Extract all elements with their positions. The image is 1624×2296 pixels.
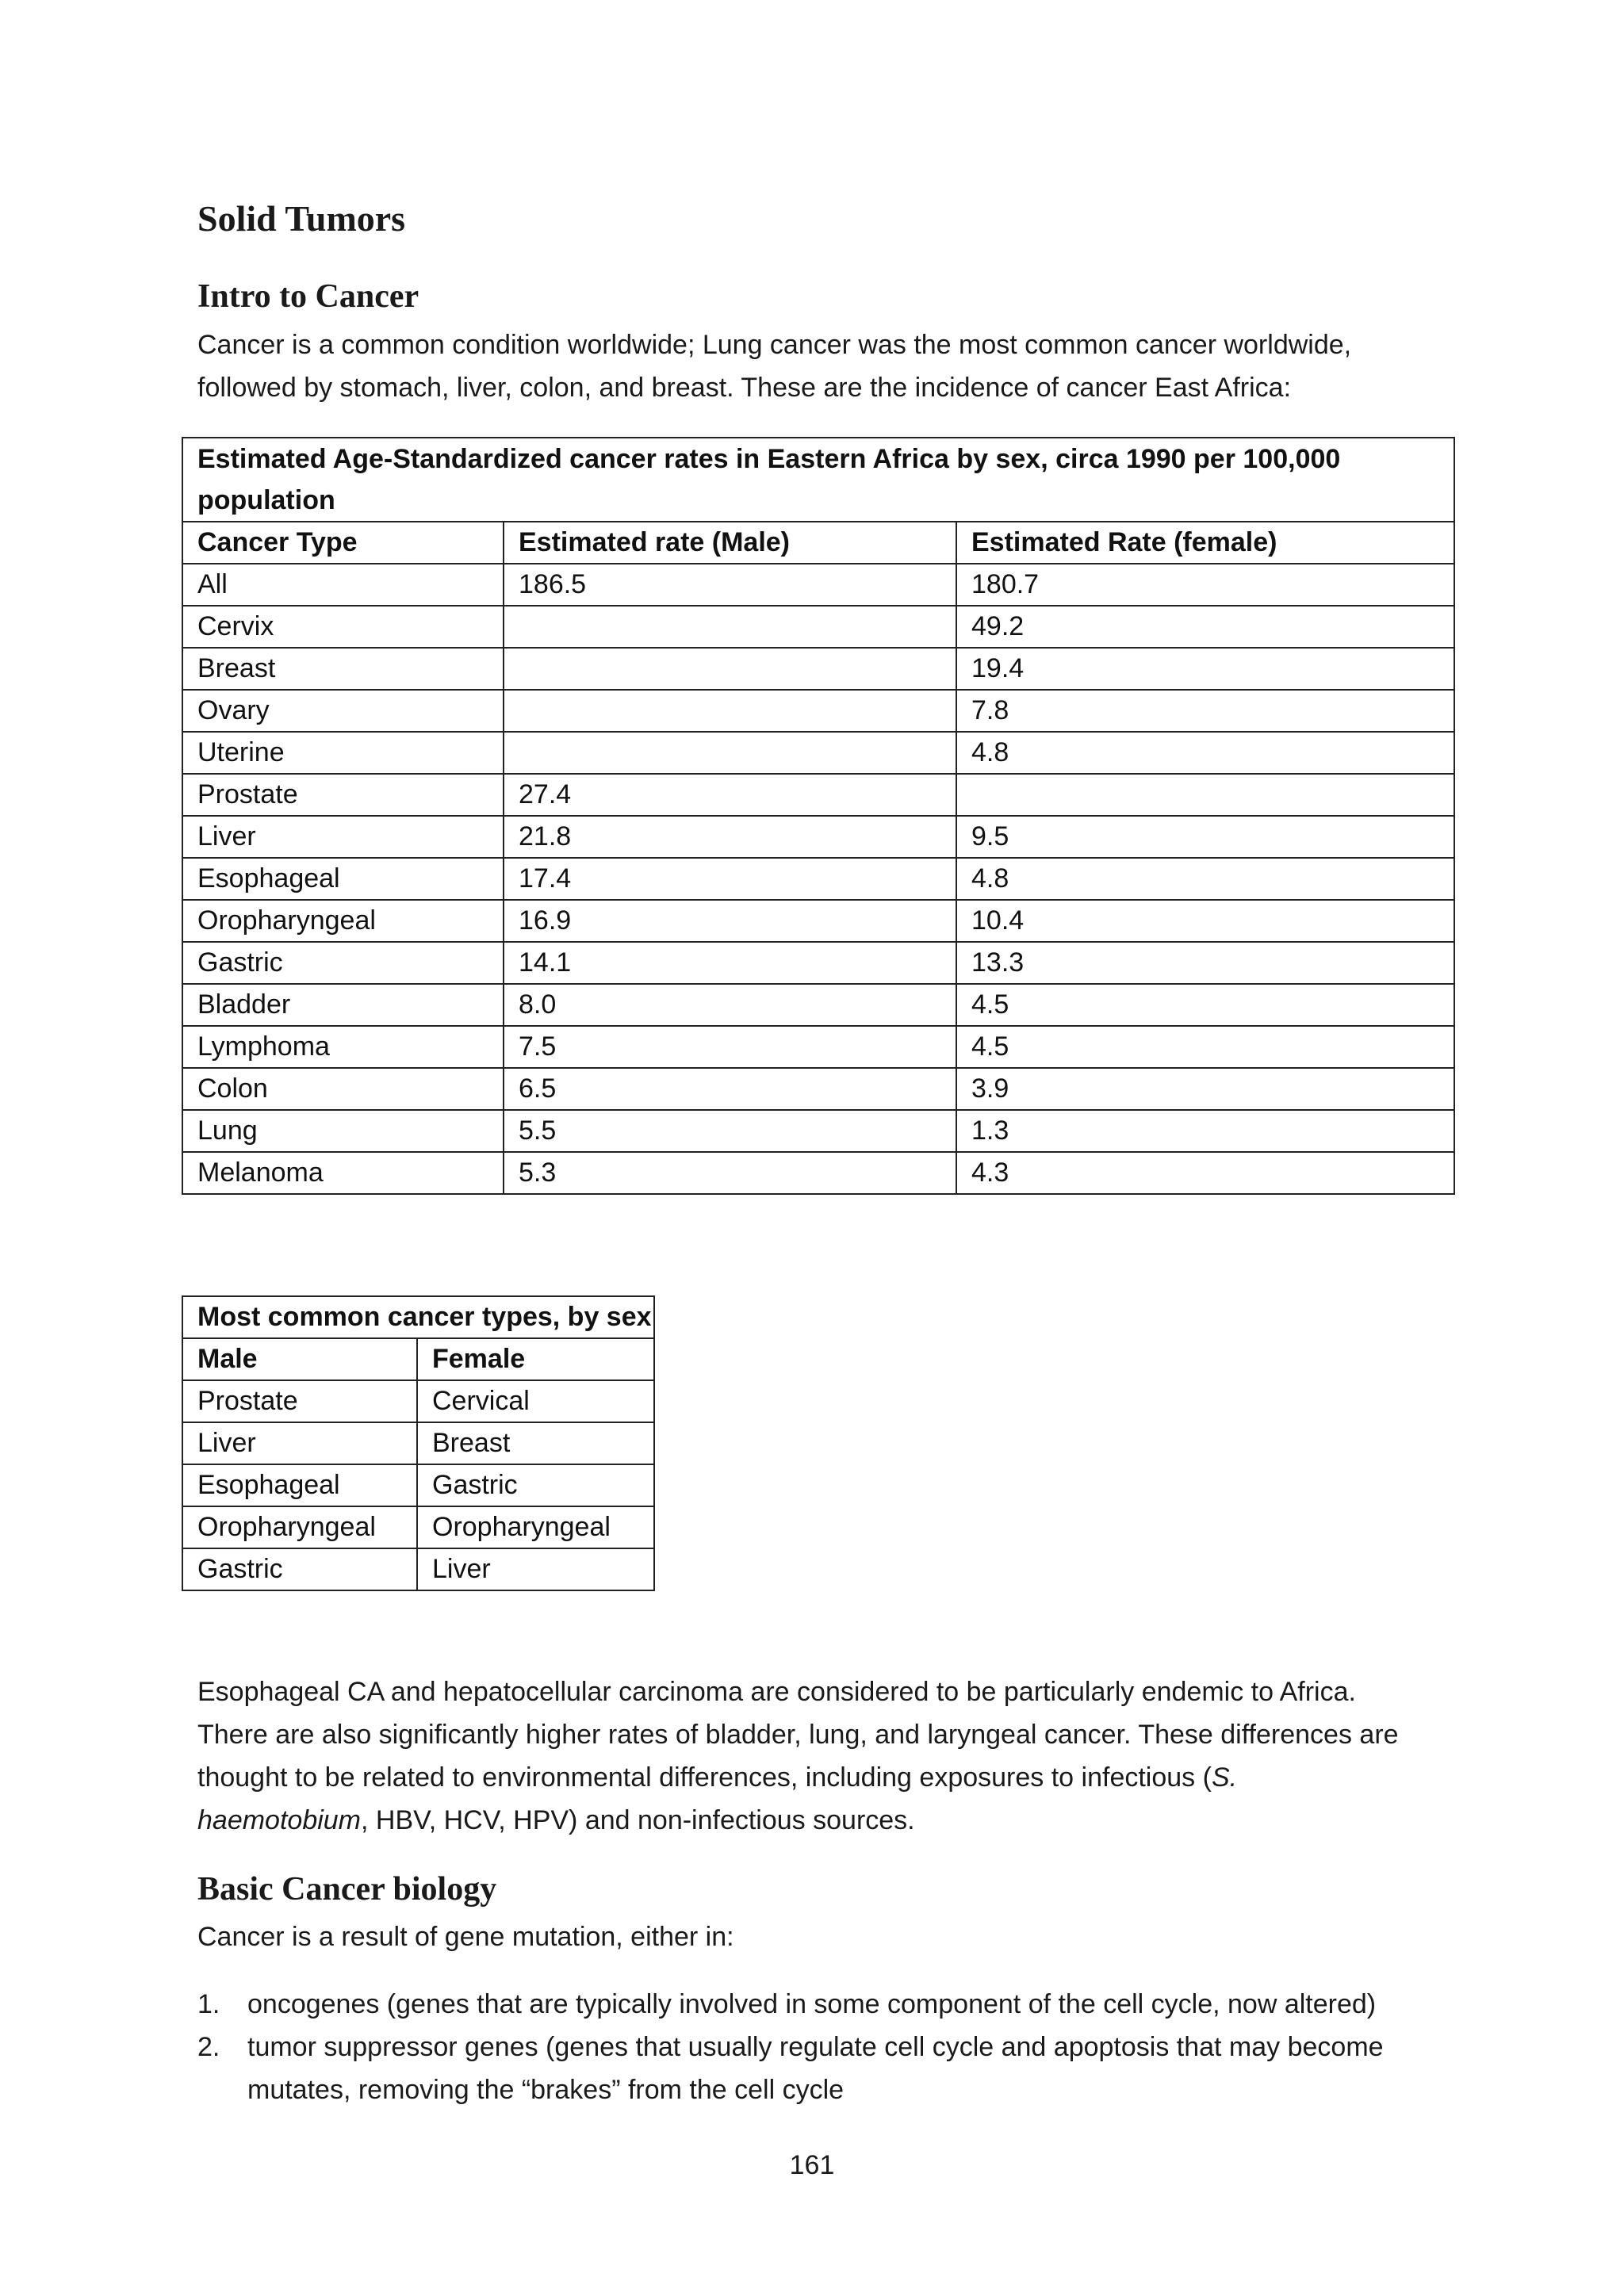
column-header: Cancer Type xyxy=(182,522,504,564)
table-cell: 4.8 xyxy=(956,858,1454,900)
table-row xyxy=(182,1422,654,1464)
table-cell: 6.5 xyxy=(504,1068,956,1110)
intro-line: Cancer is a common condition worldwide; Lung cancer was the most common cancer worldwide, xyxy=(197,330,1352,360)
table-cell: 5.3 xyxy=(504,1152,956,1194)
column-header: Male xyxy=(182,1338,417,1380)
table-cell: 16.9 xyxy=(504,900,956,942)
table-cell: Cervix xyxy=(182,606,504,648)
table-cell: 7.5 xyxy=(504,1026,956,1068)
list-item xyxy=(197,1983,1466,2026)
paragraph-text: , HBV, HCV, HPV) and non-infectious sources. xyxy=(361,1805,915,1835)
intro-line: followed by stomach, liver, colon, and breast. These are the incidence of cancer East Africa: xyxy=(197,373,1292,403)
table-row xyxy=(182,1068,1454,1110)
section-heading-intro: Intro to Cancer xyxy=(197,278,419,315)
table-cell: 5.5 xyxy=(504,1110,956,1152)
table-cell: 7.8 xyxy=(956,690,1454,732)
section-heading-biology: Basic Cancer biology xyxy=(197,1871,497,1908)
table-row xyxy=(182,1110,1454,1152)
table-cell xyxy=(504,690,956,732)
table-row xyxy=(182,690,1454,732)
table-row xyxy=(182,1152,1454,1194)
paragraph-line xyxy=(197,1799,1466,1842)
table-cell: 1.3 xyxy=(956,1110,1454,1152)
table-row xyxy=(182,732,1454,774)
table-cell: 3.9 xyxy=(956,1068,1454,1110)
table-cell: Gastric xyxy=(417,1464,654,1506)
table-cell: 10.4 xyxy=(956,900,1454,942)
table-cell xyxy=(956,774,1454,816)
table-cell: 8.0 xyxy=(504,984,956,1026)
table-cell: 21.8 xyxy=(504,816,956,858)
gene-mutation-list xyxy=(197,1983,1466,2111)
list-number: 1. xyxy=(197,1989,220,2019)
paragraph-line xyxy=(197,1756,1466,1799)
intro-paragraph xyxy=(197,323,1466,409)
table-cell: 9.5 xyxy=(956,816,1454,858)
table-cell: Ovary xyxy=(182,690,504,732)
table-cell: 13.3 xyxy=(956,942,1454,984)
table-row xyxy=(182,1380,654,1422)
page-title: Solid Tumors xyxy=(197,198,406,239)
table-cell: Liver xyxy=(417,1548,654,1590)
table-cell: Prostate xyxy=(182,774,504,816)
paragraph-line: Cancer is a result of gene mutation, either in: xyxy=(197,1922,734,1952)
table-cell: Cervical xyxy=(417,1380,654,1422)
table-cell: Liver xyxy=(182,816,504,858)
table-cell: 14.1 xyxy=(504,942,956,984)
table-row xyxy=(182,774,1454,816)
italic-species-name: S. xyxy=(1211,1762,1238,1793)
table-row xyxy=(182,1506,654,1548)
table-cell: 4.3 xyxy=(956,1152,1454,1194)
table-row xyxy=(182,1464,654,1506)
table-cell xyxy=(504,732,956,774)
table-cell: 17.4 xyxy=(504,858,956,900)
table-cell xyxy=(504,648,956,690)
table-caption-row xyxy=(182,1296,654,1338)
table-cell xyxy=(504,606,956,648)
table-row xyxy=(182,648,1454,690)
table-header-row xyxy=(182,522,1454,564)
list-item-text: tumor suppressor genes (genes that usually regulate cell cycle and apoptosis that may become xyxy=(247,2032,1384,2062)
table-row xyxy=(182,1026,1454,1068)
table-cell: 4.8 xyxy=(956,732,1454,774)
table-cell: 19.4 xyxy=(956,648,1454,690)
list-item xyxy=(197,2026,1466,2111)
list-item-text: mutates, removing the “brakes” from the cell cycle xyxy=(247,2075,845,2105)
table-cell: Melanoma xyxy=(182,1152,504,1194)
table-row xyxy=(182,942,1454,984)
table-cell: Oropharyngeal xyxy=(182,900,504,942)
table-caption: Estimated Age-Standardized cancer rates in Eastern Africa by sex, circa 1990 per 100,000 population xyxy=(182,438,1454,522)
table-cell: Lung xyxy=(182,1110,504,1152)
column-header: Female xyxy=(417,1338,654,1380)
table-row xyxy=(182,816,1454,858)
table-cell: 180.7 xyxy=(956,564,1454,606)
column-header: Estimated rate (Male) xyxy=(504,522,956,564)
table-caption-row xyxy=(182,438,1454,522)
table-cell: Liver xyxy=(182,1422,417,1464)
table-row xyxy=(182,606,1454,648)
table-row xyxy=(182,858,1454,900)
table-cell: Bladder xyxy=(182,984,504,1026)
table-cell: Oropharyngeal xyxy=(182,1506,417,1548)
table-cell: 186.5 xyxy=(504,564,956,606)
table-cell: All xyxy=(182,564,504,606)
table-row xyxy=(182,564,1454,606)
table-cell: Esophageal xyxy=(182,1464,417,1506)
table-row xyxy=(182,984,1454,1026)
table-cell: Breast xyxy=(417,1422,654,1464)
table-row xyxy=(182,900,1454,942)
table-header-row xyxy=(182,1338,654,1380)
table-cell: Prostate xyxy=(182,1380,417,1422)
table-cell: 4.5 xyxy=(956,1026,1454,1068)
list-item-text: oncogenes (genes that are typically involved in some component of the cell cycle, now altered) xyxy=(247,1989,1377,2019)
list-number: 2. xyxy=(197,2032,220,2062)
page-number: 161 xyxy=(789,2150,835,2180)
paragraph-line: Esophageal CA and hepatocellular carcinoma are considered to be particularly endemic to Africa. xyxy=(197,1677,1356,1707)
table-cell: 4.5 xyxy=(956,984,1454,1026)
table-cell: Colon xyxy=(182,1068,504,1110)
table-caption: Most common cancer types, by sex xyxy=(182,1296,654,1338)
table-cell: Breast xyxy=(182,648,504,690)
table-cell: Oropharyngeal xyxy=(417,1506,654,1548)
column-header: Estimated Rate (female) xyxy=(956,522,1454,564)
biology-intro xyxy=(197,1915,1466,1958)
table-cell: Gastric xyxy=(182,1548,417,1590)
table-cell: 49.2 xyxy=(956,606,1454,648)
paragraph-line: There are also significantly higher rates of bladder, lung, and laryngeal cancer. These differences are xyxy=(197,1720,1399,1750)
table-cell: Lymphoma xyxy=(182,1026,504,1068)
common-cancer-types-table xyxy=(182,1295,655,1591)
paragraph-text: thought to be related to environmental differences, including exposures to infectious ( xyxy=(197,1762,1212,1793)
table-cell: Gastric xyxy=(182,942,504,984)
table-cell: 27.4 xyxy=(504,774,956,816)
table-cell: Uterine xyxy=(182,732,504,774)
cancer-rates-table xyxy=(182,437,1455,1195)
table-row xyxy=(182,1548,654,1590)
africa-paragraph xyxy=(197,1670,1466,1842)
table-cell: Esophageal xyxy=(182,858,504,900)
italic-species-name: haemotobium xyxy=(197,1805,362,1835)
